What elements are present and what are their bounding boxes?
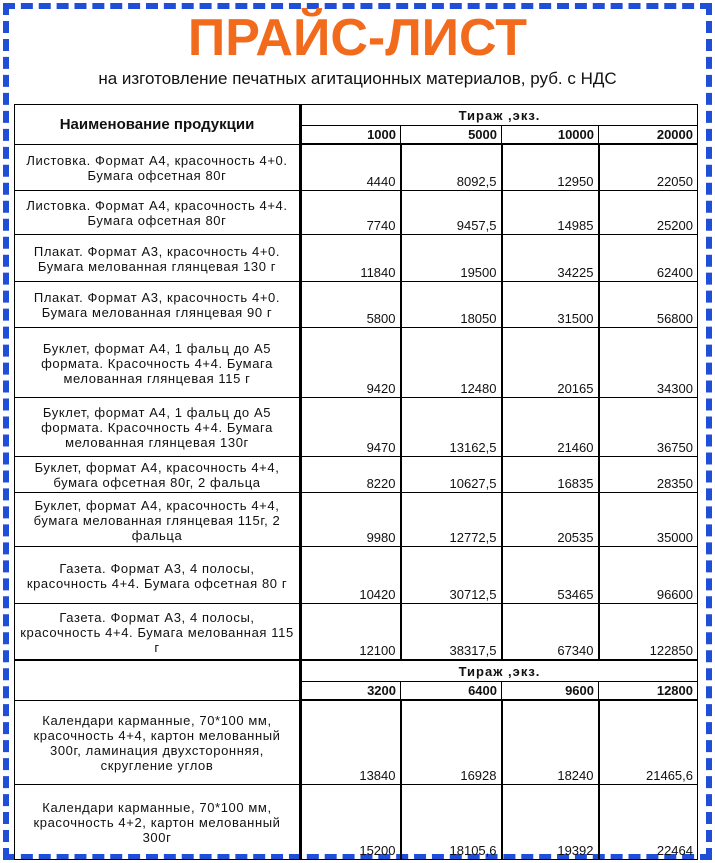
header-row	[15, 660, 698, 682]
price-cell: 19392	[502, 784, 599, 859]
price-cell: 28350	[599, 456, 698, 492]
table-row	[15, 144, 698, 190]
price-cell: 12950	[502, 144, 599, 190]
quantity-header: 20000	[599, 126, 698, 145]
header-row	[15, 105, 698, 126]
price-cell: 12772,5	[401, 492, 502, 546]
price-cell: 20535	[502, 492, 599, 546]
price-cell: 9420	[301, 327, 401, 397]
product-name: Календари карманные, 70*100 мм, красочность 4+2, картон мелованный 300г	[15, 784, 301, 859]
price-cell: 53465	[502, 546, 599, 603]
quantity-header: 10000	[502, 126, 599, 145]
price-cell: 122850	[599, 603, 698, 660]
quantity-header: 1000	[301, 126, 401, 145]
price-cell: 13840	[301, 700, 401, 784]
price-cell: 16835	[502, 456, 599, 492]
page-subtitle: на изготовление печатных агитационных материалов, руб. с НДС	[98, 69, 617, 88]
price-cell: 10420	[301, 546, 401, 603]
quantity-header: 6400	[401, 682, 502, 701]
product-name: Плакат. Формат А3, красочность 4+0. Бумага мелованная глянцевая 130 г	[15, 234, 301, 281]
price-cell: 20165	[502, 327, 599, 397]
quantity-header: 3200	[301, 682, 401, 701]
product-name: Календари карманные, 70*100 мм, красочность 4+4, картон мелованный 300г, ламинация двухсторонняя, скругление углов	[15, 700, 301, 784]
product-name: Газета. Формат А3, 4 полосы, красочность 4+4. Бумага мелованная 115 г	[15, 603, 301, 660]
price-cell: 5800	[301, 281, 401, 327]
price-cell: 18105,6	[401, 784, 502, 859]
table-row	[15, 546, 698, 603]
tirazh-header: Тираж ,экз.	[301, 105, 698, 126]
price-cell: 13162,5	[401, 397, 502, 456]
price-cell: 11840	[301, 234, 401, 281]
price-cell: 21465,6	[599, 700, 698, 784]
price-cell: 8220	[301, 456, 401, 492]
price-cell: 36750	[599, 397, 698, 456]
price-cell: 4440	[301, 144, 401, 190]
price-cell: 16928	[401, 700, 502, 784]
price-cell: 12480	[401, 327, 502, 397]
price-cell: 8092,5	[401, 144, 502, 190]
table-row	[15, 784, 698, 859]
product-name: Листовка. Формат А4, красочность 4+0. Бумага офсетная 80г	[15, 144, 301, 190]
empty-header-cell	[15, 660, 301, 700]
price-cell: 21460	[502, 397, 599, 456]
table-row	[15, 190, 698, 234]
price-cell: 34300	[599, 327, 698, 397]
price-cell: 30712,5	[401, 546, 502, 603]
price-cell: 35000	[599, 492, 698, 546]
price-cell: 18240	[502, 700, 599, 784]
price-cell: 18050	[401, 281, 502, 327]
quantity-header: 12800	[599, 682, 698, 701]
price-cell: 96600	[599, 546, 698, 603]
product-name: Буклет, формат А4, 1 фальц до А5 формата. Красочность 4+4. Бумага мелованная глянцевая 115 г	[15, 327, 301, 397]
quantity-header: 5000	[401, 126, 502, 145]
price-cell: 62400	[599, 234, 698, 281]
price-cell: 25200	[599, 190, 698, 234]
price-cell: 56800	[599, 281, 698, 327]
price-cell: 10627,5	[401, 456, 502, 492]
price-cell: 9457,5	[401, 190, 502, 234]
price-cell: 12100	[301, 603, 401, 660]
product-name: Буклет, формат А4, красочность 4+4, бумага офсетная 80г, 2 фальца	[15, 456, 301, 492]
product-name: Газета. Формат А3, 4 полосы, красочность 4+4. Бумага офсетная 80 г	[15, 546, 301, 603]
table-row	[15, 700, 698, 784]
table-row	[15, 397, 698, 456]
price-cell: 22464	[599, 784, 698, 859]
price-cell: 9980	[301, 492, 401, 546]
price-cell: 34225	[502, 234, 599, 281]
price-cell: 67340	[502, 603, 599, 660]
quantity-header: 9600	[502, 682, 599, 701]
table-row	[15, 492, 698, 546]
product-name: Листовка. Формат А4, красочность 4+4. Бумага офсетная 80г	[15, 190, 301, 234]
tirazh-header: Тираж ,экз.	[301, 660, 698, 682]
price-cell: 7740	[301, 190, 401, 234]
price-cell: 19500	[401, 234, 502, 281]
price-table	[14, 104, 698, 860]
price-cell: 31500	[502, 281, 599, 327]
table-row	[15, 281, 698, 327]
product-name-header: Наименование продукции	[15, 105, 301, 145]
price-cell: 14985	[502, 190, 599, 234]
product-name: Буклет, формат А4, красочность 4+4, бумага мелованная глянцевая 115г, 2 фальца	[15, 492, 301, 546]
price-cell: 38317,5	[401, 603, 502, 660]
table-row	[15, 456, 698, 492]
table-row	[15, 603, 698, 660]
price-cell: 22050	[599, 144, 698, 190]
price-cell: 9470	[301, 397, 401, 456]
table-row	[15, 234, 698, 281]
page-title: ПРАЙС-ЛИСТ	[187, 9, 528, 67]
price-cell: 15200	[301, 784, 401, 859]
product-name: Буклет, формат А4, 1 фальц до А5 формата. Красочность 4+4. Бумага мелованная глянцевая 130г	[15, 397, 301, 456]
table-row	[15, 327, 698, 397]
product-name: Плакат. Формат А3, красочность 4+0. Бумага мелованная глянцевая 90 г	[15, 281, 301, 327]
